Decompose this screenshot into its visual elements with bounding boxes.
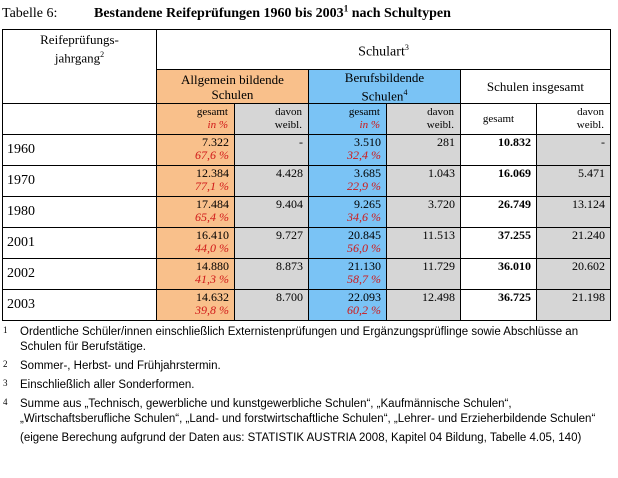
ab-total-cell bbox=[157, 290, 235, 321]
bb-gesamt-header bbox=[309, 104, 387, 135]
insgesamt-header bbox=[461, 70, 611, 104]
bb-total-cell bbox=[309, 166, 387, 197]
bb-percent-value: 32,4 % bbox=[347, 148, 381, 163]
all-weibl-cell: 21.240 bbox=[537, 228, 611, 259]
year-cell: 1980 bbox=[3, 197, 157, 228]
footnote-number: 2 bbox=[3, 359, 8, 369]
bb-total-cell bbox=[309, 259, 387, 290]
year-column-header bbox=[3, 30, 157, 104]
source-note: (eigene Berechung aufgrund der Daten aus: STATISTIK AUSTRIA 2008, Kapitel 04 Bildung, Tabelle 4.05, 140) bbox=[20, 432, 582, 444]
empty-subheader-cell bbox=[3, 104, 157, 135]
all-total-cell: 36.010 bbox=[461, 259, 537, 290]
berufs-line2-text: Schulen bbox=[361, 88, 404, 104]
year-cell: 1960 bbox=[3, 135, 157, 166]
table-row bbox=[3, 135, 611, 166]
table-row bbox=[3, 228, 611, 259]
schulart-header bbox=[157, 30, 611, 70]
caption-title-text: Bestandene Reifeprüfungen 1960 bis 2003 bbox=[94, 5, 344, 21]
ab-percent-value: 41,3 % bbox=[195, 272, 229, 287]
ab-weibl-cell: 8.700 bbox=[235, 290, 309, 321]
table-row bbox=[3, 290, 611, 321]
ab-davon-label: davon bbox=[275, 106, 302, 119]
bb-weibl-cell: 11.729 bbox=[387, 259, 461, 290]
ab-percent-value: 77,1 % bbox=[195, 179, 229, 194]
ab-total-value: 16.410 bbox=[196, 228, 229, 243]
caption-title bbox=[94, 3, 451, 21]
header-row-1 bbox=[3, 30, 611, 70]
berufs-header bbox=[309, 70, 461, 104]
year-cell: 2001 bbox=[3, 228, 157, 259]
bb-total-cell bbox=[309, 197, 387, 228]
berufs-sup: 4 bbox=[403, 88, 408, 97]
footnote-number: 3 bbox=[3, 378, 8, 388]
allgemein-header bbox=[157, 70, 309, 104]
footnote-2 bbox=[2, 359, 614, 374]
ab-weibl-cell: 9.404 bbox=[235, 197, 309, 228]
all-weibl-label: weibl. bbox=[576, 119, 604, 132]
ab-total-cell bbox=[157, 166, 235, 197]
ab-percent-value: 39,8 % bbox=[195, 303, 229, 318]
header-row-3 bbox=[3, 104, 611, 135]
ab-weibl-cell: - bbox=[235, 135, 309, 166]
bb-percent-value: 56,0 % bbox=[347, 241, 381, 256]
all-weibl-cell: 13.124 bbox=[537, 197, 611, 228]
year-cell: 2002 bbox=[3, 259, 157, 290]
bb-gesamt-label: gesamt bbox=[348, 106, 380, 119]
footnote-text: Einschließlich aller Sonderformen. bbox=[20, 379, 195, 391]
bb-total-value: 21.130 bbox=[348, 259, 381, 274]
ab-total-value: 14.632 bbox=[196, 290, 229, 305]
year-header-sup: 2 bbox=[100, 50, 105, 59]
ab-percent-value: 67,6 % bbox=[195, 148, 229, 163]
table-row bbox=[3, 259, 611, 290]
bb-percent-value: 60,2 % bbox=[347, 303, 381, 318]
bb-weibl-cell: 12.498 bbox=[387, 290, 461, 321]
ab-total-cell bbox=[157, 228, 235, 259]
table-caption bbox=[2, 3, 451, 22]
footnote-3 bbox=[2, 378, 614, 393]
bb-weibl-label: weibl. bbox=[426, 119, 454, 132]
year-cell: 2003 bbox=[3, 290, 157, 321]
year-header-line2-text: jahrgang bbox=[54, 50, 101, 66]
bb-percent-value: 58,7 % bbox=[347, 272, 381, 287]
caption-title-sup: 1 bbox=[343, 3, 349, 13]
caption-label: Tabelle 6: bbox=[2, 5, 58, 21]
all-total-cell: 37.255 bbox=[461, 228, 537, 259]
all-total-cell: 16.069 bbox=[461, 166, 537, 197]
bb-total-value: 3.685 bbox=[354, 166, 381, 181]
bb-total-cell bbox=[309, 290, 387, 321]
table-row bbox=[3, 197, 611, 228]
bb-davon-label: davon bbox=[427, 106, 454, 119]
footnote-1 bbox=[2, 325, 614, 355]
ab-weibl-cell: 9.727 bbox=[235, 228, 309, 259]
bb-total-value: 3.510 bbox=[354, 135, 381, 150]
ab-weibl-cell: 8.873 bbox=[235, 259, 309, 290]
ab-weibl-label: weibl. bbox=[274, 119, 302, 132]
all-total-cell: 26.749 bbox=[461, 197, 537, 228]
ab-total-cell bbox=[157, 135, 235, 166]
bb-total-cell bbox=[309, 135, 387, 166]
bb-percent-label: in % bbox=[359, 119, 380, 132]
year-header-line2 bbox=[3, 47, 156, 65]
caption-title-suffix: nach Schultypen bbox=[348, 5, 451, 21]
ab-gesamt-header bbox=[157, 104, 235, 135]
all-gesamt-label: gesamt bbox=[482, 112, 515, 125]
footnote-number: 1 bbox=[3, 325, 8, 335]
bb-total-cell bbox=[309, 228, 387, 259]
ab-total-value: 17.484 bbox=[196, 197, 229, 212]
allgemein-line1: Allgemein bildende bbox=[181, 71, 284, 87]
ab-percent-value: 44,0 % bbox=[195, 241, 229, 256]
footnote-number: 4 bbox=[3, 397, 8, 407]
footnote-text: Summe aus „Technisch, gewerbliche und kunstgewerbliche Schulen“, „Kaufmännische Schulen“, „Wirtschaftsberufliche Schulen“, „Land- und forstwirtschaftliche Schulen“, „Lehrer- und Erzieherbildende Schulen“ bbox=[20, 398, 596, 425]
all-gesamt-header bbox=[461, 104, 537, 135]
footnote-text: Ordentliche Schüler/innen einschließlich Externistenprüfungen und Ergänzungsprüflinge sowie Abschlüsse an Schulen für Berufstätige. bbox=[20, 326, 579, 353]
all-weibl-header bbox=[537, 104, 611, 135]
year-cell: 1970 bbox=[3, 166, 157, 197]
bb-total-value: 9.265 bbox=[354, 197, 381, 212]
all-weibl-cell: 21.198 bbox=[537, 290, 611, 321]
bb-weibl-cell: 281 bbox=[387, 135, 461, 166]
ab-total-value: 12.384 bbox=[196, 166, 229, 181]
bb-weibl-header bbox=[387, 104, 461, 135]
ab-percent-label: in % bbox=[207, 119, 228, 132]
ab-total-value: 7.322 bbox=[202, 135, 229, 150]
bb-total-value: 20.845 bbox=[348, 228, 381, 243]
footnotes bbox=[2, 325, 614, 446]
allgemein-line2: Schulen bbox=[211, 86, 254, 102]
bb-weibl-cell: 1.043 bbox=[387, 166, 461, 197]
ab-total-cell bbox=[157, 197, 235, 228]
year-header-line1: Reifeprüfungs- bbox=[40, 32, 119, 47]
all-total-cell: 10.832 bbox=[461, 135, 537, 166]
insgesamt-text: Schulen insgesamt bbox=[486, 79, 585, 95]
all-total-cell: 36.725 bbox=[461, 290, 537, 321]
schulart-text: Schulart bbox=[358, 44, 405, 60]
bb-weibl-cell: 11.513 bbox=[387, 228, 461, 259]
all-weibl-cell: - bbox=[537, 135, 611, 166]
table-row bbox=[3, 166, 611, 197]
all-weibl-cell: 20.602 bbox=[537, 259, 611, 290]
schulart-sup: 3 bbox=[404, 42, 409, 52]
all-weibl-cell: 5.471 bbox=[537, 166, 611, 197]
all-davon-label: davon bbox=[577, 106, 604, 119]
bb-percent-value: 34,6 % bbox=[347, 210, 381, 225]
ab-weibl-header bbox=[235, 104, 309, 135]
bb-percent-value: 22,9 % bbox=[347, 179, 381, 194]
berufs-line1: Berufsbildende bbox=[344, 70, 425, 85]
berufs-line2 bbox=[309, 85, 460, 103]
ab-total-cell bbox=[157, 259, 235, 290]
bb-total-value: 22.093 bbox=[348, 290, 381, 305]
ab-total-value: 14.880 bbox=[196, 259, 229, 274]
footnote-text: Sommer-, Herbst- und Frühjahrstermin. bbox=[20, 360, 221, 372]
ab-gesamt-label: gesamt bbox=[196, 106, 228, 119]
results-table bbox=[2, 29, 611, 321]
footnote-4 bbox=[2, 397, 614, 427]
ab-percent-value: 65,4 % bbox=[195, 210, 229, 225]
bb-weibl-cell: 3.720 bbox=[387, 197, 461, 228]
ab-weibl-cell: 4.428 bbox=[235, 166, 309, 197]
